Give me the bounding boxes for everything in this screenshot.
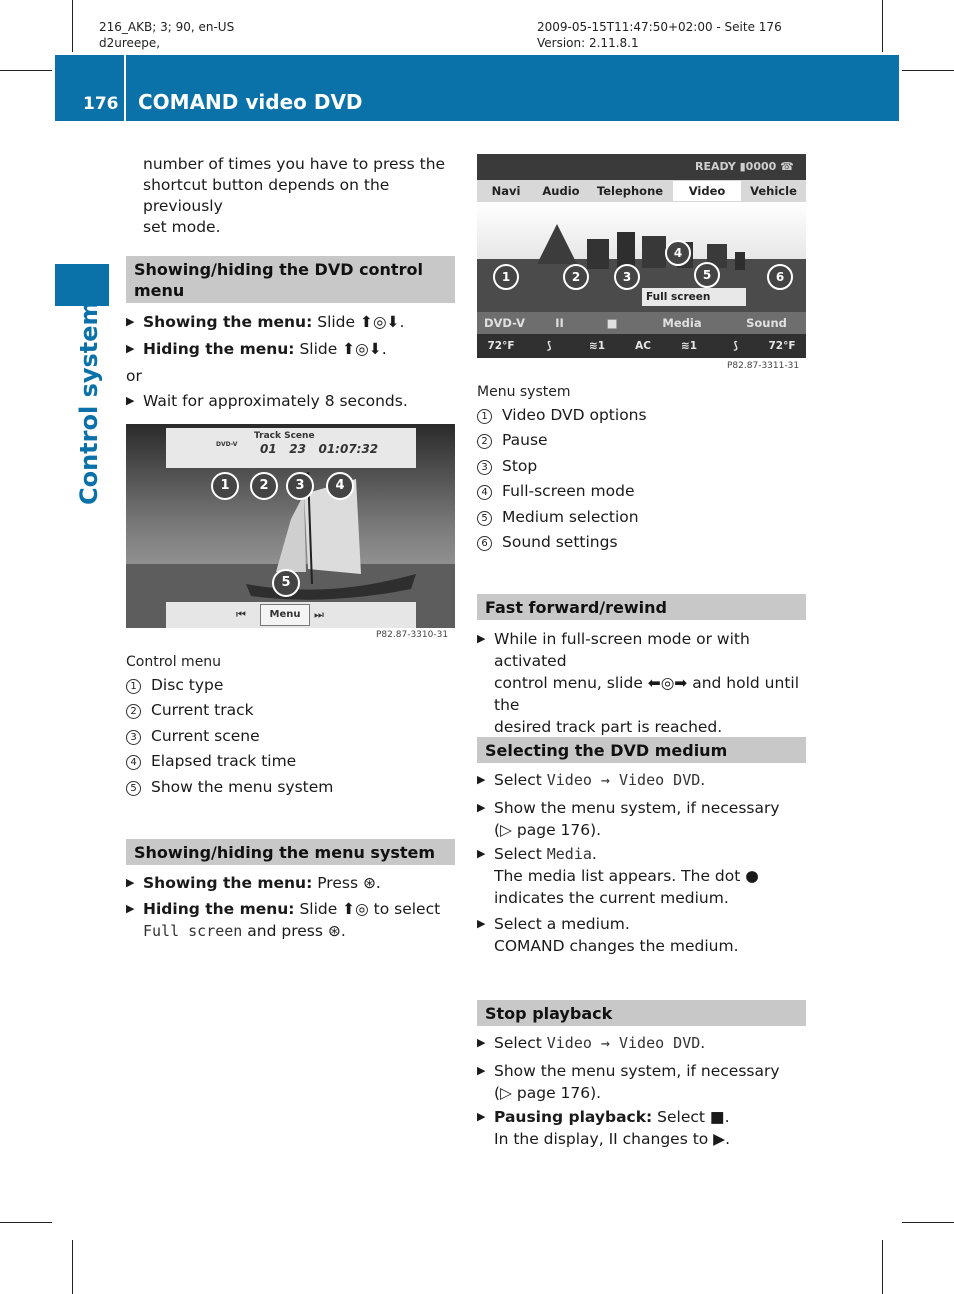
- number-circle: 3: [477, 460, 492, 475]
- disc-type-label: DVD-V: [216, 441, 238, 448]
- page-reference: (▷ page 176).: [494, 821, 602, 839]
- crop-mark: [902, 70, 954, 71]
- crop-mark: [72, 0, 73, 52]
- legend-item: [477, 429, 548, 451]
- figure-code: P82.87-3311-31: [727, 361, 800, 371]
- text-line: number of times you have to press the: [143, 155, 446, 173]
- legend-text: Stop: [502, 457, 538, 475]
- full-screen-button[interactable]: Full screen: [642, 288, 746, 306]
- instruction: [477, 843, 812, 909]
- number-circle: 1: [477, 409, 492, 424]
- callout-6: 6: [767, 264, 793, 290]
- menu-path: Video → Video DVD: [546, 1034, 701, 1052]
- instruction-text: Slide ⬆◎⬇.: [294, 340, 387, 358]
- triangle-bullet-icon: ▶: [477, 917, 486, 930]
- instruction-text: .: [700, 1034, 706, 1052]
- tab-video[interactable]: Video: [673, 181, 741, 201]
- tab-vehicle[interactable]: Vehicle: [750, 184, 797, 198]
- fan-right-icon: ≋1: [680, 340, 698, 352]
- instruction-text: Select ■.: [652, 1108, 730, 1126]
- meta-line: d2ureepe,: [99, 36, 161, 50]
- triangle-bullet-icon: ▶: [126, 394, 135, 407]
- menu-item-name: Media: [546, 845, 592, 863]
- stop-button[interactable]: ■: [606, 316, 618, 330]
- seat-heat-right-icon: ⟆: [733, 340, 738, 352]
- tab-navi[interactable]: Navi: [491, 184, 521, 198]
- print-meta-right: [537, 19, 782, 51]
- instruction-text: .: [700, 771, 706, 789]
- legend-text: Sound settings: [502, 533, 618, 551]
- previous-track-icon[interactable]: ⏮: [236, 608, 246, 621]
- callout-4: 4: [326, 472, 354, 500]
- number-circle: 5: [477, 511, 492, 526]
- triangle-bullet-icon: ▶: [477, 773, 486, 786]
- instruction-text: and press ⊛.: [242, 922, 346, 940]
- seat-heat-left-icon: ⟆: [546, 340, 552, 352]
- number-circle: 3: [126, 730, 141, 745]
- figure-code: P82.87-3310-31: [376, 630, 449, 640]
- instruction-text: Slide ⬆◎⬇.: [312, 313, 405, 331]
- crop-mark: [902, 1222, 954, 1223]
- instruction-text: Show the menu system, if necessary: [494, 1062, 780, 1080]
- legend-text: Current track: [151, 701, 254, 719]
- instruction: [126, 311, 404, 333]
- tab-telephone[interactable]: Telephone: [596, 184, 664, 198]
- heading-line: Showing/hiding the DVD control: [134, 260, 423, 279]
- legend-item: [477, 404, 647, 426]
- menu-system-photo: [477, 154, 806, 374]
- crop-mark: [0, 70, 52, 71]
- instruction-text: Select a medium.: [494, 915, 630, 933]
- section-heading: Showing/hiding the menu system: [126, 839, 455, 865]
- instruction-text: Show the menu system, if necessary: [494, 799, 780, 817]
- instruction-text: While in full-screen mode or with activated: [494, 630, 750, 670]
- next-track-icon[interactable]: ⏭: [314, 608, 324, 621]
- legend-item: [126, 674, 223, 696]
- ac-label: AC: [635, 340, 651, 352]
- instruction: [477, 628, 812, 738]
- callout-2: 2: [250, 472, 278, 500]
- meta-line: Version: 2.11.8.1: [537, 36, 639, 50]
- legend-item: [126, 776, 333, 798]
- triangle-bullet-icon: ▶: [477, 1036, 486, 1049]
- section-heading: Fast forward/rewind: [477, 594, 806, 620]
- callout-4: 4: [665, 240, 691, 266]
- triangle-bullet-icon: ▶: [477, 847, 486, 860]
- crop-mark: [0, 1222, 52, 1223]
- section-heading: [126, 256, 455, 303]
- instruction-text: desired track part is reached.: [494, 718, 723, 736]
- instruction: [126, 338, 387, 360]
- main-menu-tabs: [477, 181, 806, 201]
- legend-item: [126, 725, 260, 747]
- instruction-text: indicates the current medium.: [494, 889, 729, 907]
- instruction-text: The media list appears. The dot ●: [494, 867, 759, 885]
- callout-1: 1: [493, 264, 519, 290]
- instruction-text: COMAND changes the medium.: [494, 937, 739, 955]
- bold-label: Showing the menu:: [143, 313, 313, 331]
- instruction: [477, 769, 705, 791]
- heading-line: menu: [134, 281, 185, 300]
- instruction: [477, 797, 780, 841]
- legend-item: [477, 480, 635, 502]
- instruction: [477, 1060, 780, 1104]
- section-heading: Selecting the DVD medium: [477, 737, 806, 763]
- callout-5: 5: [272, 569, 300, 597]
- legend-item: [477, 531, 618, 553]
- fan-left-icon: ≋1: [588, 340, 606, 352]
- side-label-text: Control systems: [75, 286, 103, 505]
- header-separator: [124, 55, 126, 121]
- legend-text: Video DVD options: [502, 406, 647, 424]
- bold-label: Showing the menu:: [143, 874, 313, 892]
- bold-label: Hiding the menu:: [143, 900, 295, 918]
- legend-text: Elapsed track time: [151, 752, 297, 770]
- page-reference: (▷ page 176).: [494, 1084, 602, 1102]
- legend-text: Full-screen mode: [502, 482, 635, 500]
- track-scene-label: Track Scene: [254, 431, 315, 441]
- instruction-text: .: [591, 845, 597, 863]
- control-menu-photo: [126, 424, 455, 642]
- triangle-bullet-icon: ▶: [477, 1110, 486, 1123]
- number-circle: 4: [477, 485, 492, 500]
- number-circle: 6: [477, 536, 492, 551]
- instruction-text: Wait for approximately 8 seconds.: [143, 392, 408, 410]
- callout-3: 3: [286, 472, 314, 500]
- number-circle: 2: [126, 704, 141, 719]
- meta-line: 2009-05-15T11:47:50+02:00 - Seite 176: [537, 20, 782, 34]
- crop-mark: [882, 0, 883, 52]
- triangle-bullet-icon: ▶: [126, 315, 135, 328]
- number-circle: 5: [126, 781, 141, 796]
- instruction-text: Select: [494, 771, 547, 789]
- instruction: [126, 390, 408, 412]
- bold-label: Pausing playback:: [494, 1108, 653, 1126]
- status-indicator: READY ▮0000 ☎: [695, 160, 794, 173]
- instruction: [126, 872, 381, 894]
- triangle-bullet-icon: ▶: [126, 902, 135, 915]
- intro-paragraph: [143, 154, 463, 238]
- instruction: [477, 1032, 705, 1054]
- triangle-bullet-icon: ▶: [477, 1064, 486, 1077]
- legend-item: [477, 455, 537, 477]
- callout-1: 1: [211, 472, 239, 500]
- legend-item: [477, 506, 639, 528]
- crop-mark: [72, 1240, 73, 1294]
- menu-button[interactable]: Menu: [260, 604, 310, 626]
- page-title: COMAND video DVD: [138, 90, 363, 114]
- instruction-text: control menu, slide ⬅◎➡ and hold until the: [494, 674, 800, 714]
- callout-3: 3: [614, 264, 640, 290]
- temp-right: 72°F: [768, 340, 796, 352]
- instruction-text: In the display, II changes to ▶.: [494, 1130, 731, 1148]
- legend-text: Current scene: [151, 727, 260, 745]
- bold-label: Hiding the menu:: [143, 340, 295, 358]
- number-circle: 4: [126, 755, 141, 770]
- page-number: 176: [83, 94, 119, 114]
- callout-5: 5: [694, 262, 720, 288]
- legend-text: Medium selection: [502, 508, 639, 526]
- legend-item: [126, 699, 254, 721]
- instruction: [477, 1106, 730, 1150]
- figure-caption: Control menu: [126, 654, 222, 670]
- number-circle: 1: [126, 679, 141, 694]
- pause-button[interactable]: II: [555, 316, 564, 330]
- dvd-options-button[interactable]: DVD-V: [483, 316, 526, 330]
- climate-bar: [477, 335, 806, 357]
- callout-2: 2: [563, 264, 589, 290]
- instruction-text: Select: [494, 1034, 547, 1052]
- menu-path: Video → Video DVD: [546, 771, 701, 789]
- tab-audio[interactable]: Audio: [542, 184, 580, 198]
- triangle-bullet-icon: ▶: [477, 632, 486, 645]
- legend-text: Pause: [502, 431, 548, 449]
- video-submenu: [477, 312, 806, 334]
- legend-text: Disc type: [151, 676, 224, 694]
- side-label: [64, 286, 118, 506]
- instruction: [477, 913, 739, 957]
- menu-item-name: Full screen: [143, 922, 243, 940]
- crop-mark: [882, 1240, 883, 1294]
- triangle-bullet-icon: ▶: [126, 876, 135, 889]
- sound-button[interactable]: Sound: [746, 316, 787, 330]
- temp-left: 72°F: [487, 340, 515, 352]
- instruction-text: Press ⊛.: [312, 874, 381, 892]
- or-text: or: [126, 367, 142, 385]
- legend-text: Show the menu system: [151, 778, 334, 796]
- print-meta-left: [99, 19, 234, 51]
- media-button[interactable]: Media: [662, 316, 702, 330]
- instruction-text: Slide ⬆◎ to select: [294, 900, 441, 918]
- instruction: [126, 898, 455, 942]
- text-line: set mode.: [143, 218, 221, 236]
- legend-item: [126, 750, 296, 772]
- triangle-bullet-icon: ▶: [126, 342, 135, 355]
- section-heading: Stop playback: [477, 1000, 806, 1026]
- number-circle: 2: [477, 434, 492, 449]
- track-values: 01 23 01:07:32: [260, 442, 379, 456]
- figure-caption: Menu system: [477, 384, 571, 400]
- instruction-text: Select: [494, 845, 547, 863]
- text-line: shortcut button depends on the previously: [143, 176, 390, 215]
- triangle-bullet-icon: ▶: [477, 801, 486, 814]
- meta-line: 216_AKB; 3; 90, en-US: [99, 20, 235, 34]
